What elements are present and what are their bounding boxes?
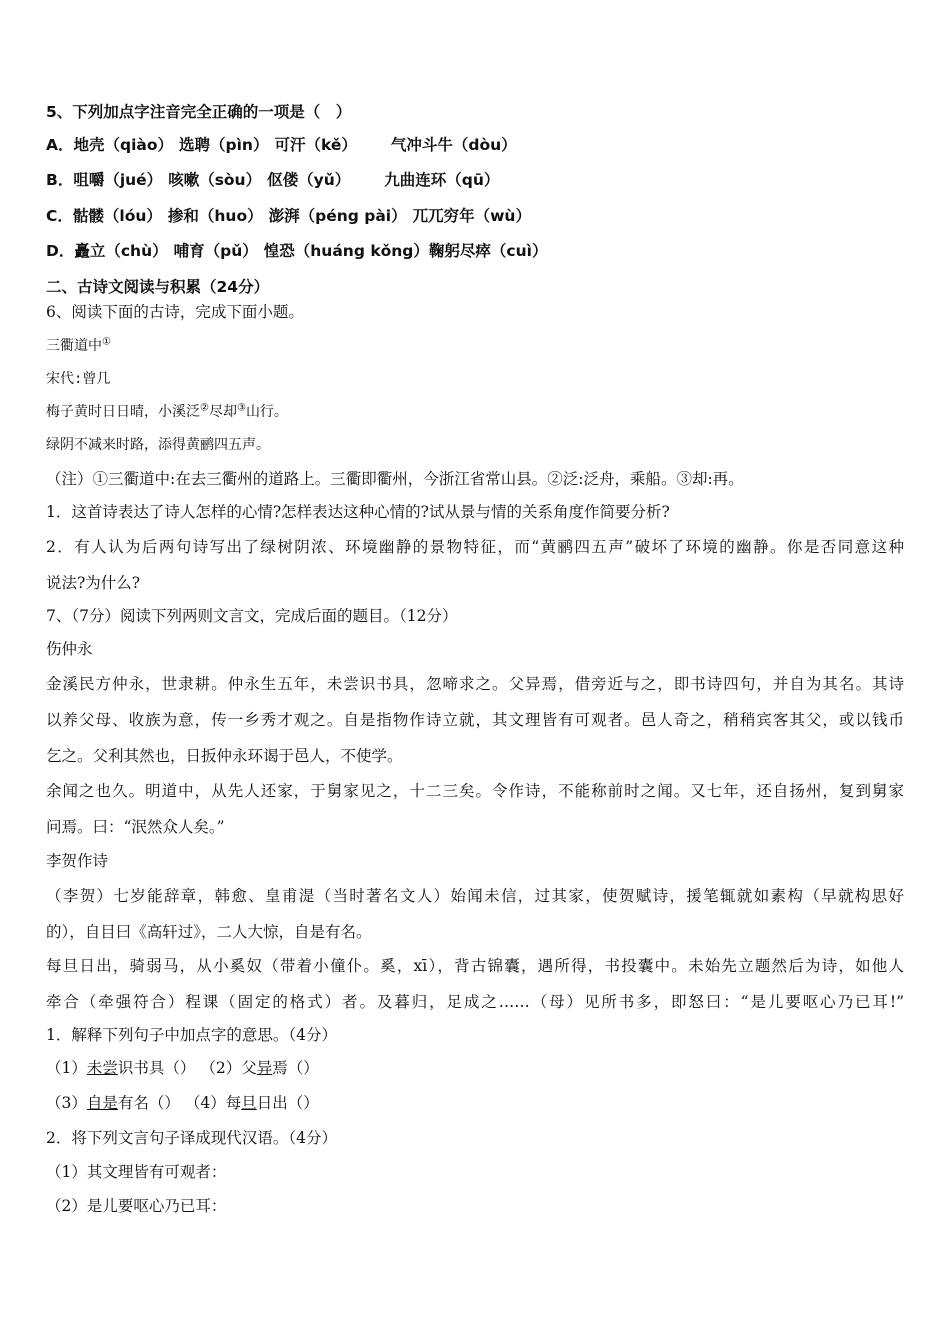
passage1-line: 乞之。父利其然也，日扳仲永环谒于邑人，不使学。: [46, 747, 403, 765]
q7-sub-1: 1．解释下列句子中加点字的意思。（4分）: [46, 1026, 337, 1044]
poem-line-2: 绿阴不减来时路，添得黄鹂四五声。: [46, 437, 270, 453]
q7-sub-2-item-1: （1）其文理皆有可观者：: [46, 1163, 227, 1181]
q7-sub-2: 2．将下列文言句子译成现代汉语。（4分）: [46, 1129, 337, 1147]
section-heading: 二、古诗文阅读与积累（24分）: [46, 278, 270, 296]
poem-author: 宋代:曾几: [46, 371, 111, 387]
passage3-line: （李贺）七岁能辞章，韩愈、皇甫湜（当时著名文人）始闻未信，过其家，使贺赋诗，援笔辄就如素构（早就构思好: [46, 887, 904, 905]
passage4-line: 牵合（牵强符合）程课（固定的格式）者。及暮归，足成之……（母）见所书多，即怒曰：“是儿要呕心乃已耳!”: [46, 993, 904, 1011]
passage2-line: 余闻之也久。明道中，从先人还家，于舅家见之，十二三矣。令作诗，不能称前时之闻。又七年，还自扬州，复到舅家: [46, 782, 904, 800]
q5-stem: 5、下列加点字注音完全正确的一项是（ ）: [46, 103, 352, 121]
q6-sub-2: 2．有人认为后两句诗写出了绿树阴浓、环境幽静的景物特征，而“黄鹂四五声”破坏了环境的幽静。你是否同意这种: [46, 538, 904, 556]
passage2-line: 问焉。曰：“泯然众人矣。”: [46, 818, 225, 836]
poem-title: 三衢道中①: [46, 336, 111, 354]
q6-sub-1: 1．这首诗表达了诗人怎样的心情?怎样表达这种心情的?试从景与情的关系角度作简要分析?: [46, 503, 670, 521]
q7-sub-2-item-2: （2）是儿要呕心乃已耳：: [46, 1197, 227, 1215]
q7-stem: 7、（7分）阅读下列两则文言文，完成后面的题目。（12分）: [46, 607, 458, 625]
passage4-line: 每旦日出，骑弱马，从小奚奴（带着小僮仆。奚，xī），背古锦囊，遇所得，书投囊中。未始先立题然后为诗，如他人: [46, 957, 904, 975]
q7-sub-1-items-b: （3）自是有名（） （4）每旦日出（）: [46, 1094, 319, 1112]
passage-title-2: 李贺作诗: [46, 852, 109, 870]
q5-option-a: A．地壳（qiào） 选聘（pìn） 可汗（kě） 气冲斗牛（dòu）: [46, 136, 517, 154]
q5-option-d: D．矗立（chù） 哺育（pǔ） 惶恐（huáng kǒng）鞠躬尽瘁（cuì）: [46, 242, 548, 260]
passage1-line: 金溪民方仲永，世隶耕。仲永生五年，未尝识书具，忽啼求之。父异焉，借旁近与之，即书诗四句，并自为其名。其诗: [46, 675, 904, 693]
q5-option-c: C．骷髅（lóu） 掺和（huo） 澎湃（péng pài） 兀兀穷年（wù）: [46, 207, 531, 225]
passage-title-1: 伤仲永: [46, 640, 93, 658]
q6-sub-2-cont: 说法?为什么?: [46, 574, 141, 592]
passage1-line: 以养父母、收族为意，传一乡秀才观之。自是指物作诗立就，其文理皆有可观者。邑人奇之，稍稍宾客其父，或以钱币: [46, 711, 904, 729]
poem-line-1: 梅子黄时日日晴，小溪泛②尽却③山行。: [46, 402, 288, 420]
q7-sub-1-items-a: （1）未尝识书具（） （2）父异焉（）: [46, 1059, 319, 1077]
q5-option-b: B．咀嚼（jué） 咳嗽（sòu） 伛偻（yǔ） 九曲连环（qū）: [46, 171, 500, 189]
poem-notes: （注）①三衢道中:在去三衢州的道路上。三衢即衢州，今浙江省常山县。②泛:泛舟，乘船。③却:再。: [46, 470, 744, 488]
passage3-line: 的），自目曰《高轩过》，二人大惊，自是有名。: [46, 923, 372, 941]
q6-stem: 6、阅读下面的古诗，完成下面小题。: [46, 303, 304, 321]
